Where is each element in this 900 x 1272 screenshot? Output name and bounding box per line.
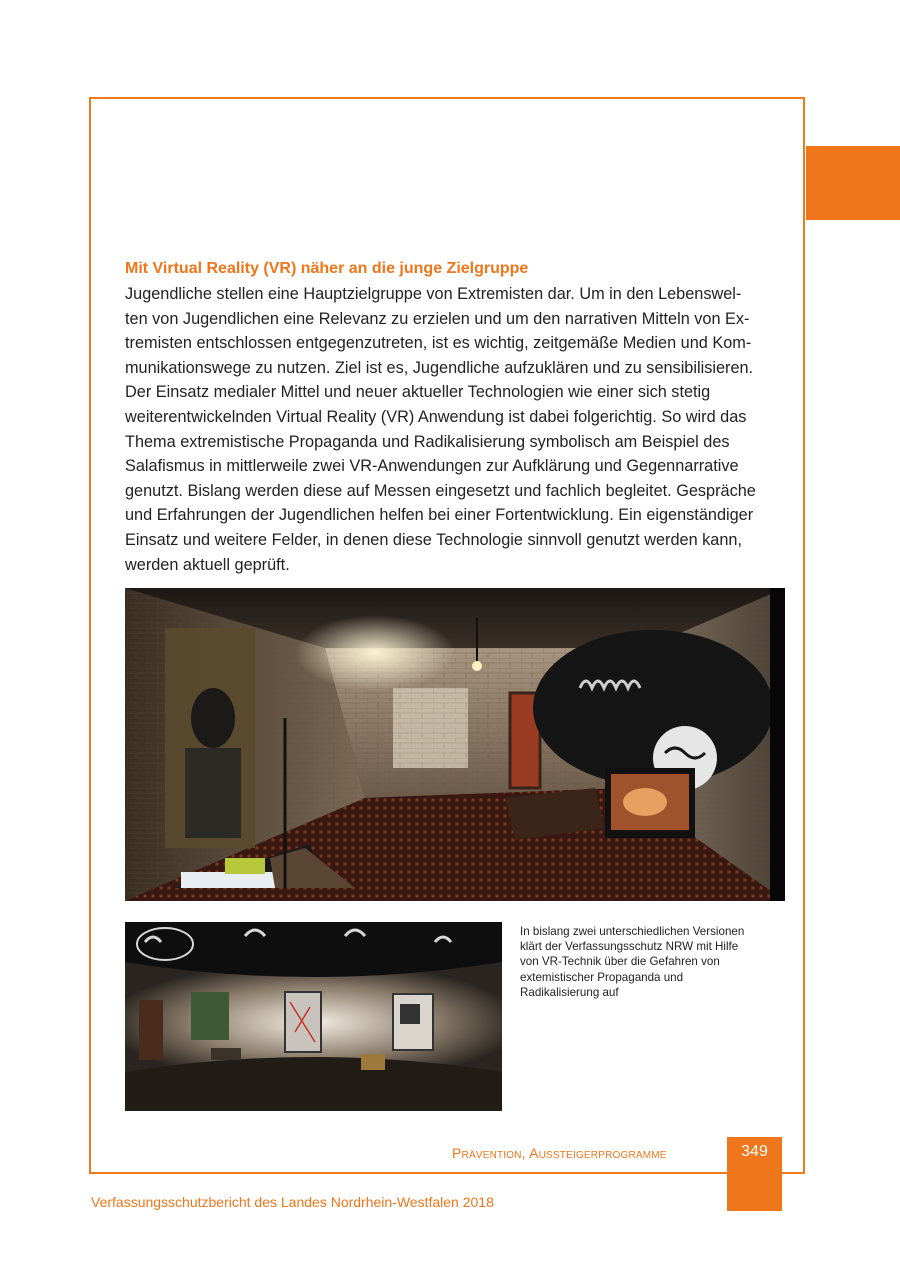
caption-line: von VR-Technik über die Gefahren von — [520, 955, 720, 969]
caption-line: extemistischer Propaganda und — [520, 970, 684, 984]
body-line: munikationswege zu nutzen. Ziel ist es, Jugendliche aufzuklären und zu sensibilisieren. — [125, 358, 754, 377]
caption-line: In bislang zwei unterschiedlichen Versionen — [520, 925, 745, 938]
body-line: werden aktuell geprüft. — [125, 555, 290, 574]
caption-line: klärt der Verfassungsschutz NRW mit Hilfe — [520, 940, 739, 954]
body-line: und Erfahrungen der Jugendlichen helfen bei einer Fortentwicklung. Ein eigenständiger — [125, 506, 754, 525]
chapter-tab-marker — [806, 146, 900, 220]
article-heading: Mit Virtual Reality (VR) näher an die junge Zielgruppe — [125, 260, 529, 277]
publication-footer: Verfassungsschutzbericht des Landes Nordrhein-Westfalen 2018 — [91, 1194, 494, 1210]
body-line: Thema extremistische Propaganda und Radikalisierung symbolisch am Beispiel des — [125, 432, 730, 451]
vr-room-photo — [125, 588, 785, 901]
body-line: Jugendliche stellen eine Hauptzielgruppe von Extremisten dar. Um in den Lebenswel- — [125, 285, 742, 303]
article-body — [125, 282, 789, 577]
body-line: Einsatz und weitere Felder, in denen diese Technologie sinnvoll genutzt werden kann, — [125, 530, 742, 549]
body-line: weiterentwickelnden Virtual Reality (VR) Anwendung ist dabei folgerichtig. So wird das — [125, 407, 747, 426]
caption-line: Radikalisierung auf — [520, 985, 619, 999]
body-line: ten von Jugendlichen eine Relevanz zu erzielen und um den narrativen Mitteln von Ex- — [125, 309, 750, 328]
section-label: Prävention, Aussteigerprogramme — [452, 1145, 667, 1161]
body-line: tremisten entschlossen entgegenzutreten, ist es wichtig, zeitgemäße Medien und Kom- — [125, 334, 752, 353]
vr-panorama-photo — [125, 922, 502, 1111]
body-line: Salafismus in mittlerweile zwei VR-Anwendungen zur Aufklärung und Gegennarrative — [125, 457, 739, 476]
page-number: 349 — [741, 1143, 768, 1160]
body-line: genutzt. Bislang werden diese auf Messen eingesetzt und fachlich begleitet. Gespräche — [125, 481, 756, 500]
body-line: Der Einsatz medialer Mittel und neuer aktueller Technologien wie einer sich stetig — [125, 383, 711, 402]
figure-caption — [520, 924, 780, 1000]
